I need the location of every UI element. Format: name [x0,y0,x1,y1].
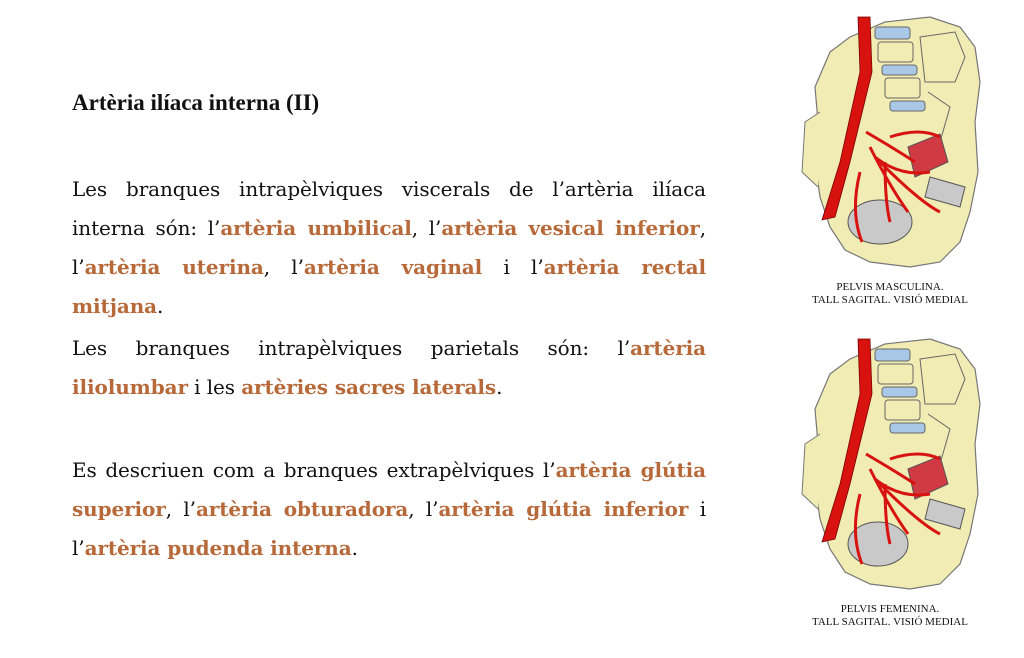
anatomy-term: artèria uterina [84,255,264,279]
paragraph-text: . [496,375,503,399]
female-pelvis-illustration [790,334,990,599]
figure-caption [790,603,990,629]
paragraph-text: i l’ [482,255,544,279]
anatomy-term: artèria iliolumbar [72,336,706,399]
paragraph-text: Les branques intrapèlviques parietals són: l’ [72,336,631,360]
anatomy-term: artèria vaginal [303,255,483,279]
male-pelvis-illustration [790,12,990,277]
paragraph-text: i l’ [72,497,707,560]
paragraph-text: . [157,294,164,318]
paragraph-text: , l’ [263,255,304,279]
anatomy-term: artèria glútia inferior [438,497,689,521]
paragraph-extrapelvic-branches [72,451,706,568]
anatomy-term: artèria rectal mitjana [72,255,706,318]
paragraph-text: Es descriuen com a branques extrapèlviques l’ [72,458,556,482]
caption-line-2: TALL SAGITAL. VISIÓ MEDIAL [812,294,968,306]
paragraph-text: Les branques intrapèlviques viscerals de l’artèria ilíaca interna són: l’ [72,177,706,240]
paragraph-text: , l’ [408,497,439,521]
caption-line-2: TALL SAGITAL. VISIÓ MEDIAL [812,616,968,628]
paragraph-text: , l’ [165,497,196,521]
anatomy-term: artèria vesical inferior [441,216,700,240]
paragraph-text: , l’ [72,216,706,279]
anatomy-term: artèria glútia superior [72,458,706,521]
anatomy-term: artèria pudenda interna [84,536,352,560]
figure-male-pelvis [790,12,990,307]
figure-female-pelvis [790,334,990,629]
page-title: Artèria ilíaca interna (II) [72,90,320,115]
anatomy-term: artèries sacres laterals [241,375,497,399]
paragraph-text: , l’ [411,216,442,240]
caption-line-1: PELVIS MASCULINA. [836,281,944,293]
caption-line-1: PELVIS FEMENINA. [840,603,940,615]
anatomy-term: artèria umbilical [220,216,412,240]
figure-caption [790,281,990,307]
paragraph-text: . [351,536,358,560]
paragraph-visceral-branches [72,170,706,326]
paragraph-text: i les [187,375,242,399]
anatomy-term: artèria obturadora [195,497,409,521]
paragraph-parietal-branches [72,329,706,407]
